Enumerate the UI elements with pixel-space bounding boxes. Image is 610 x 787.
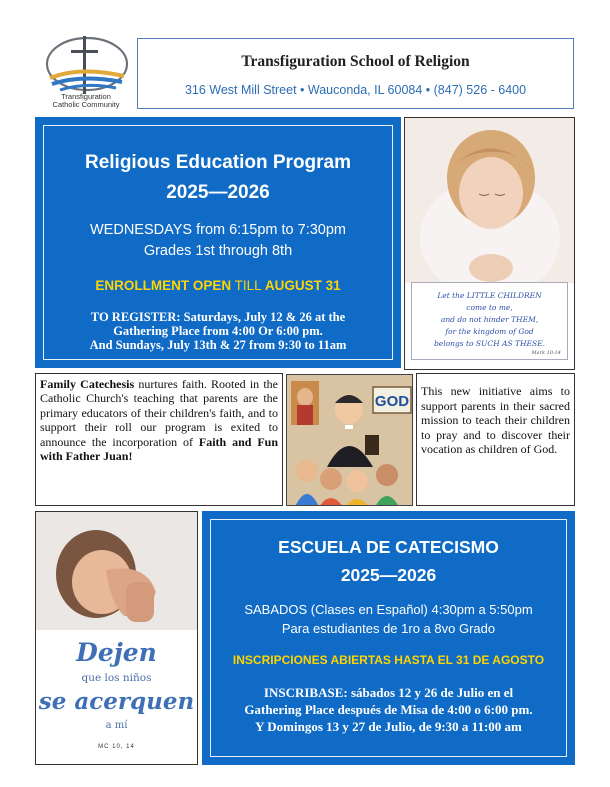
- english-program-panel: [35, 117, 401, 368]
- registration-line: TO REGISTER: Saturdays, July 12 & 26 at the: [90, 310, 346, 324]
- program-schedule: SABADOS (Clases en Español) 4:30pm a 5:50pm: [244, 602, 533, 617]
- catechesis-text: nurtures faith. Rooted in the Catholic Church's teaching that parents are the primary educators of their children's faith, and to support their roll our program is exited to announce the incorporation of: [40, 377, 278, 449]
- program-title: Religious Education Program: [84, 152, 352, 173]
- verse-que-los-ninos: que los niños: [81, 672, 152, 684]
- verse-a-mi: a mí: [105, 720, 128, 731]
- initiative-box: [416, 373, 575, 506]
- verse-line: belongs to SUCH AS THESE.: [433, 339, 545, 348]
- registration-line: Y Domingos 13 y 27 de Julio, de 9:30 a 11:00 am: [255, 719, 522, 734]
- enrollment-till: TILL: [231, 278, 265, 293]
- enrollment-date: AUGUST 31: [264, 278, 341, 293]
- catechesis-lead: Family Catechesis: [40, 377, 135, 391]
- verse-line: and do not hinder THEM,: [440, 315, 539, 324]
- god-sign: GOD: [374, 393, 410, 410]
- verse-reference: MC 10, 14: [98, 744, 135, 750]
- praying-girl-image: [405, 118, 575, 283]
- verse-reference: Mark 10:14: [531, 350, 561, 356]
- registration-line: And Sundays, July 13th & 27 from 9:30 to 11am: [89, 338, 347, 352]
- registration-line: Gathering Place después de Misa de 4:00 o 6:00 pm.: [244, 702, 533, 717]
- initiative-text: This new initiative aims to support parents in their sacred mission to teach their children to pray and to discover their vocation as children of God.: [421, 384, 570, 457]
- praying-girl-photo: [404, 117, 575, 370]
- spanish-program-inner: [210, 519, 567, 757]
- verse-line: for the kingdom of God: [445, 327, 534, 336]
- program-title: ESCUELA DE CATECISMO: [278, 537, 499, 557]
- logo-line-1: Transfiguration: [61, 92, 111, 101]
- logo-line-2: Catholic Community: [52, 100, 120, 109]
- english-program-inner: [43, 125, 393, 360]
- illustration-art: [287, 375, 413, 506]
- program-years: 2025—2026: [340, 565, 437, 585]
- priest-children-illustration: [286, 374, 413, 506]
- header-box: [137, 38, 574, 109]
- praying-boy-card: [35, 511, 198, 765]
- registration-info: [211, 684, 566, 735]
- family-catechesis-box: [35, 373, 283, 506]
- registration-line: INSCRIBASE: sábados 12 y 26 de Julio en el: [263, 685, 514, 700]
- logo-text: [36, 93, 136, 109]
- enrollment-notice: INSCRIPCIONES ABIERTAS HASTA EL 31 DE AGOSTO: [232, 653, 545, 667]
- enrollment-notice: [44, 278, 392, 293]
- program-grades: Para estudiantes de 1ro a 8vo Grado: [281, 621, 496, 636]
- verse-dejen: Dejen: [76, 638, 157, 667]
- registration-info: [44, 310, 392, 352]
- verse-card: [411, 282, 568, 360]
- school-address: 316 West Mill Street • Wauconda, IL 60084 • (847) 526 - 6400: [184, 83, 527, 97]
- registration-line: Gathering Place from 4:00 Or 6:00 pm.: [113, 324, 323, 338]
- spanish-program-panel: [202, 511, 575, 765]
- verse-se-acerquen: se acerquen: [38, 688, 195, 715]
- program-years: 2025—2026: [166, 182, 270, 203]
- school-name: Transfiguration School of Religion: [241, 53, 470, 70]
- faith-and-fun-title: Faith and Fun with Father Juan!: [40, 434, 279, 464]
- program-grades: Grades 1st through 8th: [143, 243, 293, 259]
- program-schedule: WEDNESDAYS from 6:15pm to 7:30pm: [90, 222, 346, 238]
- verse-line: come to me,: [466, 303, 513, 312]
- enrollment-open: ENROLLMENT OPEN: [95, 278, 232, 293]
- verse-line: Let the LITTLE CHILDREN: [437, 291, 542, 300]
